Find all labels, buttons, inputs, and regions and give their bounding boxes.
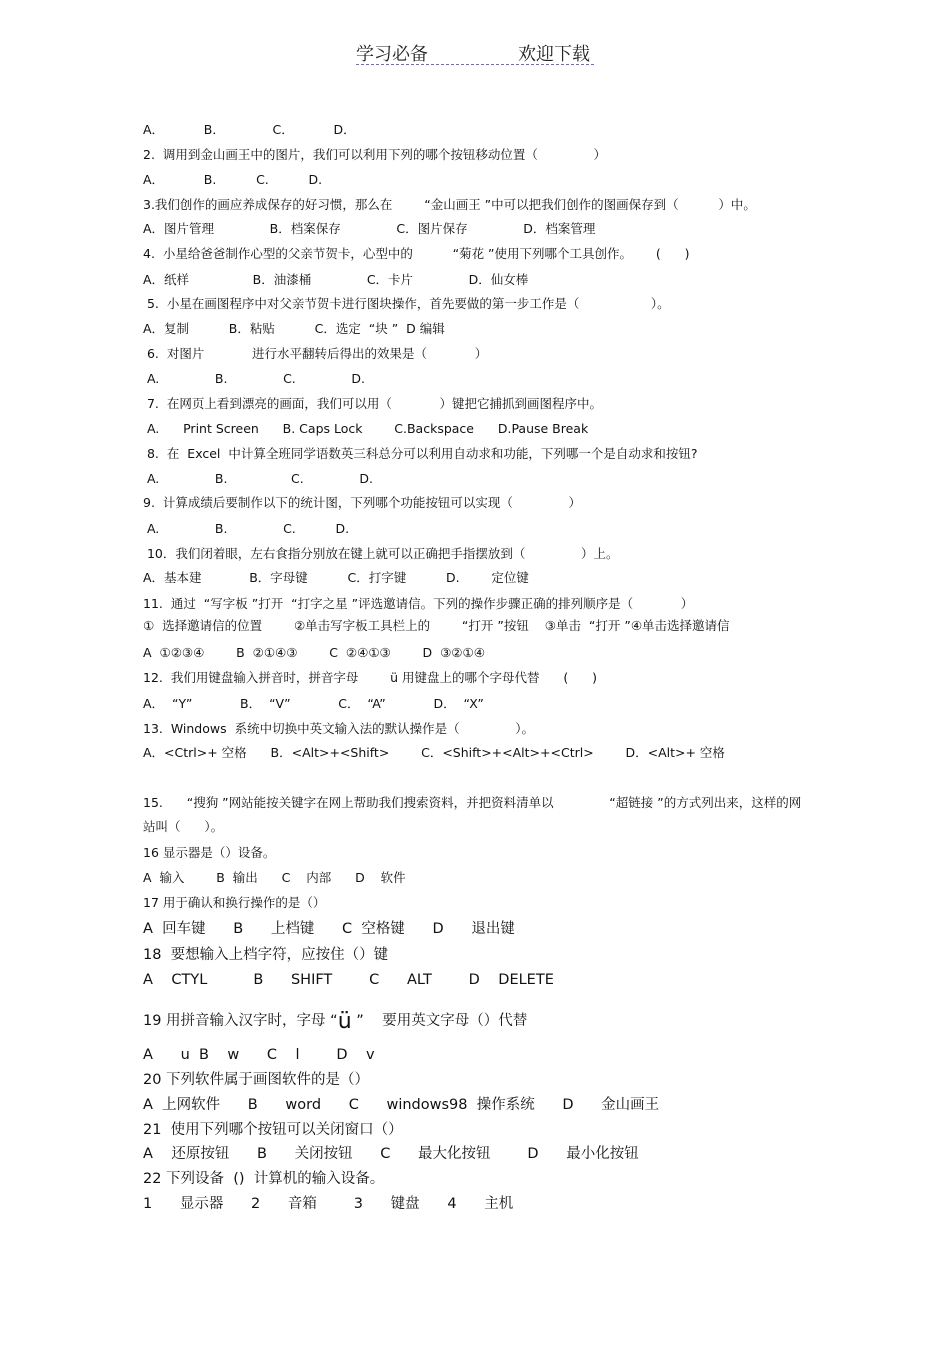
answer-options: A． B． C． D． [143, 122, 356, 137]
question-text: 17 用于确认和换行操作的是（） [143, 895, 326, 910]
answer-options: 1 显示器 2 音箱 3 键盘 4 主机 [143, 1196, 514, 1212]
question-text: 20 下列软件属于画图软件的是（） [143, 1072, 370, 1088]
answer-options: A 回车键 B 上档键 C 空格键 D 退出键 [143, 921, 515, 937]
answer-options: A. B. C. D. [143, 471, 373, 486]
answer-options: A u B w C l D v [143, 1047, 375, 1063]
answer-options: A. B. C. D. [143, 521, 350, 536]
answer-options: A． “Y” B． “V” C． “A” D． “X” [143, 696, 484, 711]
answer-options: A 上网软件 B word C windows98 操作系统 D 金山画王 [143, 1097, 660, 1113]
step-list: ① 选择邀请信的位置 ②单击写字板工具栏上的 “打开 ”按钮 ③单击 “打开 ”④单击选择邀请信 [143, 618, 730, 633]
question-text: 6. 对图片 进行水平翻转后得出的效果是（ ） [143, 346, 488, 361]
question-text: 11. 通过 “写字板 ”打开 “打字之星 ”评选邀请信。下列的操作步骤正确的排列顺序是（ ） [143, 596, 694, 611]
answer-options: A 还原按钮 B 关闭按钮 C 最大化按钮 D 最小化按钮 [143, 1146, 639, 1162]
question-text: 13. Windows 系统中切换中英文输入法的默认操作是（ ）。 [143, 721, 534, 736]
question-text: 4. 小星给爸爸制作心型的父亲节贺卡，心型中的 “菊花 ”使用下列哪个工具创作。 ( ) [143, 246, 690, 261]
header-divider [356, 64, 594, 65]
answer-options: A. Print Screen B. Caps Lock C.Backspace D.Pause Break [143, 421, 589, 436]
question-text: 15. “搜狗 ”网站能按关键字在网上帮助我们搜索资料，并把资料清单以 “超链接 ”的方式列出来，这样的网 [143, 795, 802, 810]
question-text-part: 19 用拼音输入汉字时，字母 “ [143, 1013, 338, 1029]
question-text: 18 要想输入上档字符，应按住（）键 [143, 947, 389, 963]
page-header [0, 40, 950, 70]
question-text: 2. 调用到金山画王中的图片，我们可以利用下列的哪个按钮移动位置（ ） [143, 147, 607, 162]
question-text-continued: 站叫（ ）。 [143, 819, 224, 834]
answer-options: A．<Ctrl>+ 空格 B．<Alt>+<Shift> C．<Shift>+<Alt>+<Ctrl> D．<Alt>+ 空格 [143, 745, 725, 760]
question-text: 16 显示器是（）设备。 [143, 845, 276, 860]
answer-options: A．复制 B．粘贴 C．选定 “块 ” D 编辑 [143, 321, 445, 336]
answer-options: A ①②③④ B ②①④③ C ②④①③ D ③②①④ [143, 645, 485, 660]
question-text [143, 1009, 528, 1034]
answer-options: A 输入 B 输出 C 内部 D 软件 [143, 870, 406, 885]
question-text: 21 使用下列哪个按钮可以关闭窗口（） [143, 1122, 403, 1138]
question-text: 10．我们闭着眼，左右食指分别放在键上就可以正确把手指摆放到（ ）上。 [143, 546, 619, 561]
header-right-text: 欢迎下载 [518, 44, 590, 65]
answer-options: A. B. C. D. [143, 371, 366, 386]
answer-options: A． B. C. D. [143, 172, 323, 187]
question-text: 8. 在 Excel 中计算全班同学语数英三科总分可以利用自动求和功能，下列哪一个是自动求和按钮? [143, 446, 698, 461]
answer-options: A．图片管理 B．档案保存 C．图片保存 D．档案管理 [143, 221, 596, 236]
question-text: 22 下列设备 () 计算机的输入设备。 [143, 1171, 385, 1187]
question-text: 5. 小星在画图程序中对父亲节贺卡进行图块操作，首先要做的第一步工作是（ ）。 [143, 296, 670, 311]
answer-options: A．基本建 B．字母键 C．打字键 D. 定位键 [143, 570, 529, 585]
question-text: 9. 计算成绩后要制作以下的统计图，下列哪个功能按钮可以实现（ ） [143, 495, 582, 510]
header-left-text: 学习必备 [356, 44, 428, 65]
answer-options: A．纸样 B．油漆桶 C．卡片 D．仙女棒 [143, 272, 529, 287]
u-umlaut-letter: ü [337, 1009, 352, 1034]
question-text: 12. 我们用键盘输入拼音时，拼音字母 ü 用键盘上的哪个字母代替 ( ) [143, 670, 597, 685]
answer-options: A CTYL B SHIFT C ALT D DELETE [143, 972, 554, 988]
question-text: 3.我们创作的画应养成保存的好习惯，那么在 “金山画王 ”中可以把我们创作的图画保存到（ ）中。 [143, 197, 756, 212]
question-text-part: ” 要用英文字母（）代替 [351, 1013, 528, 1029]
question-text: 7. 在网页上看到漂亮的画面，我们可以用（ ）键把它捕抓到画图程序中。 [143, 396, 603, 411]
